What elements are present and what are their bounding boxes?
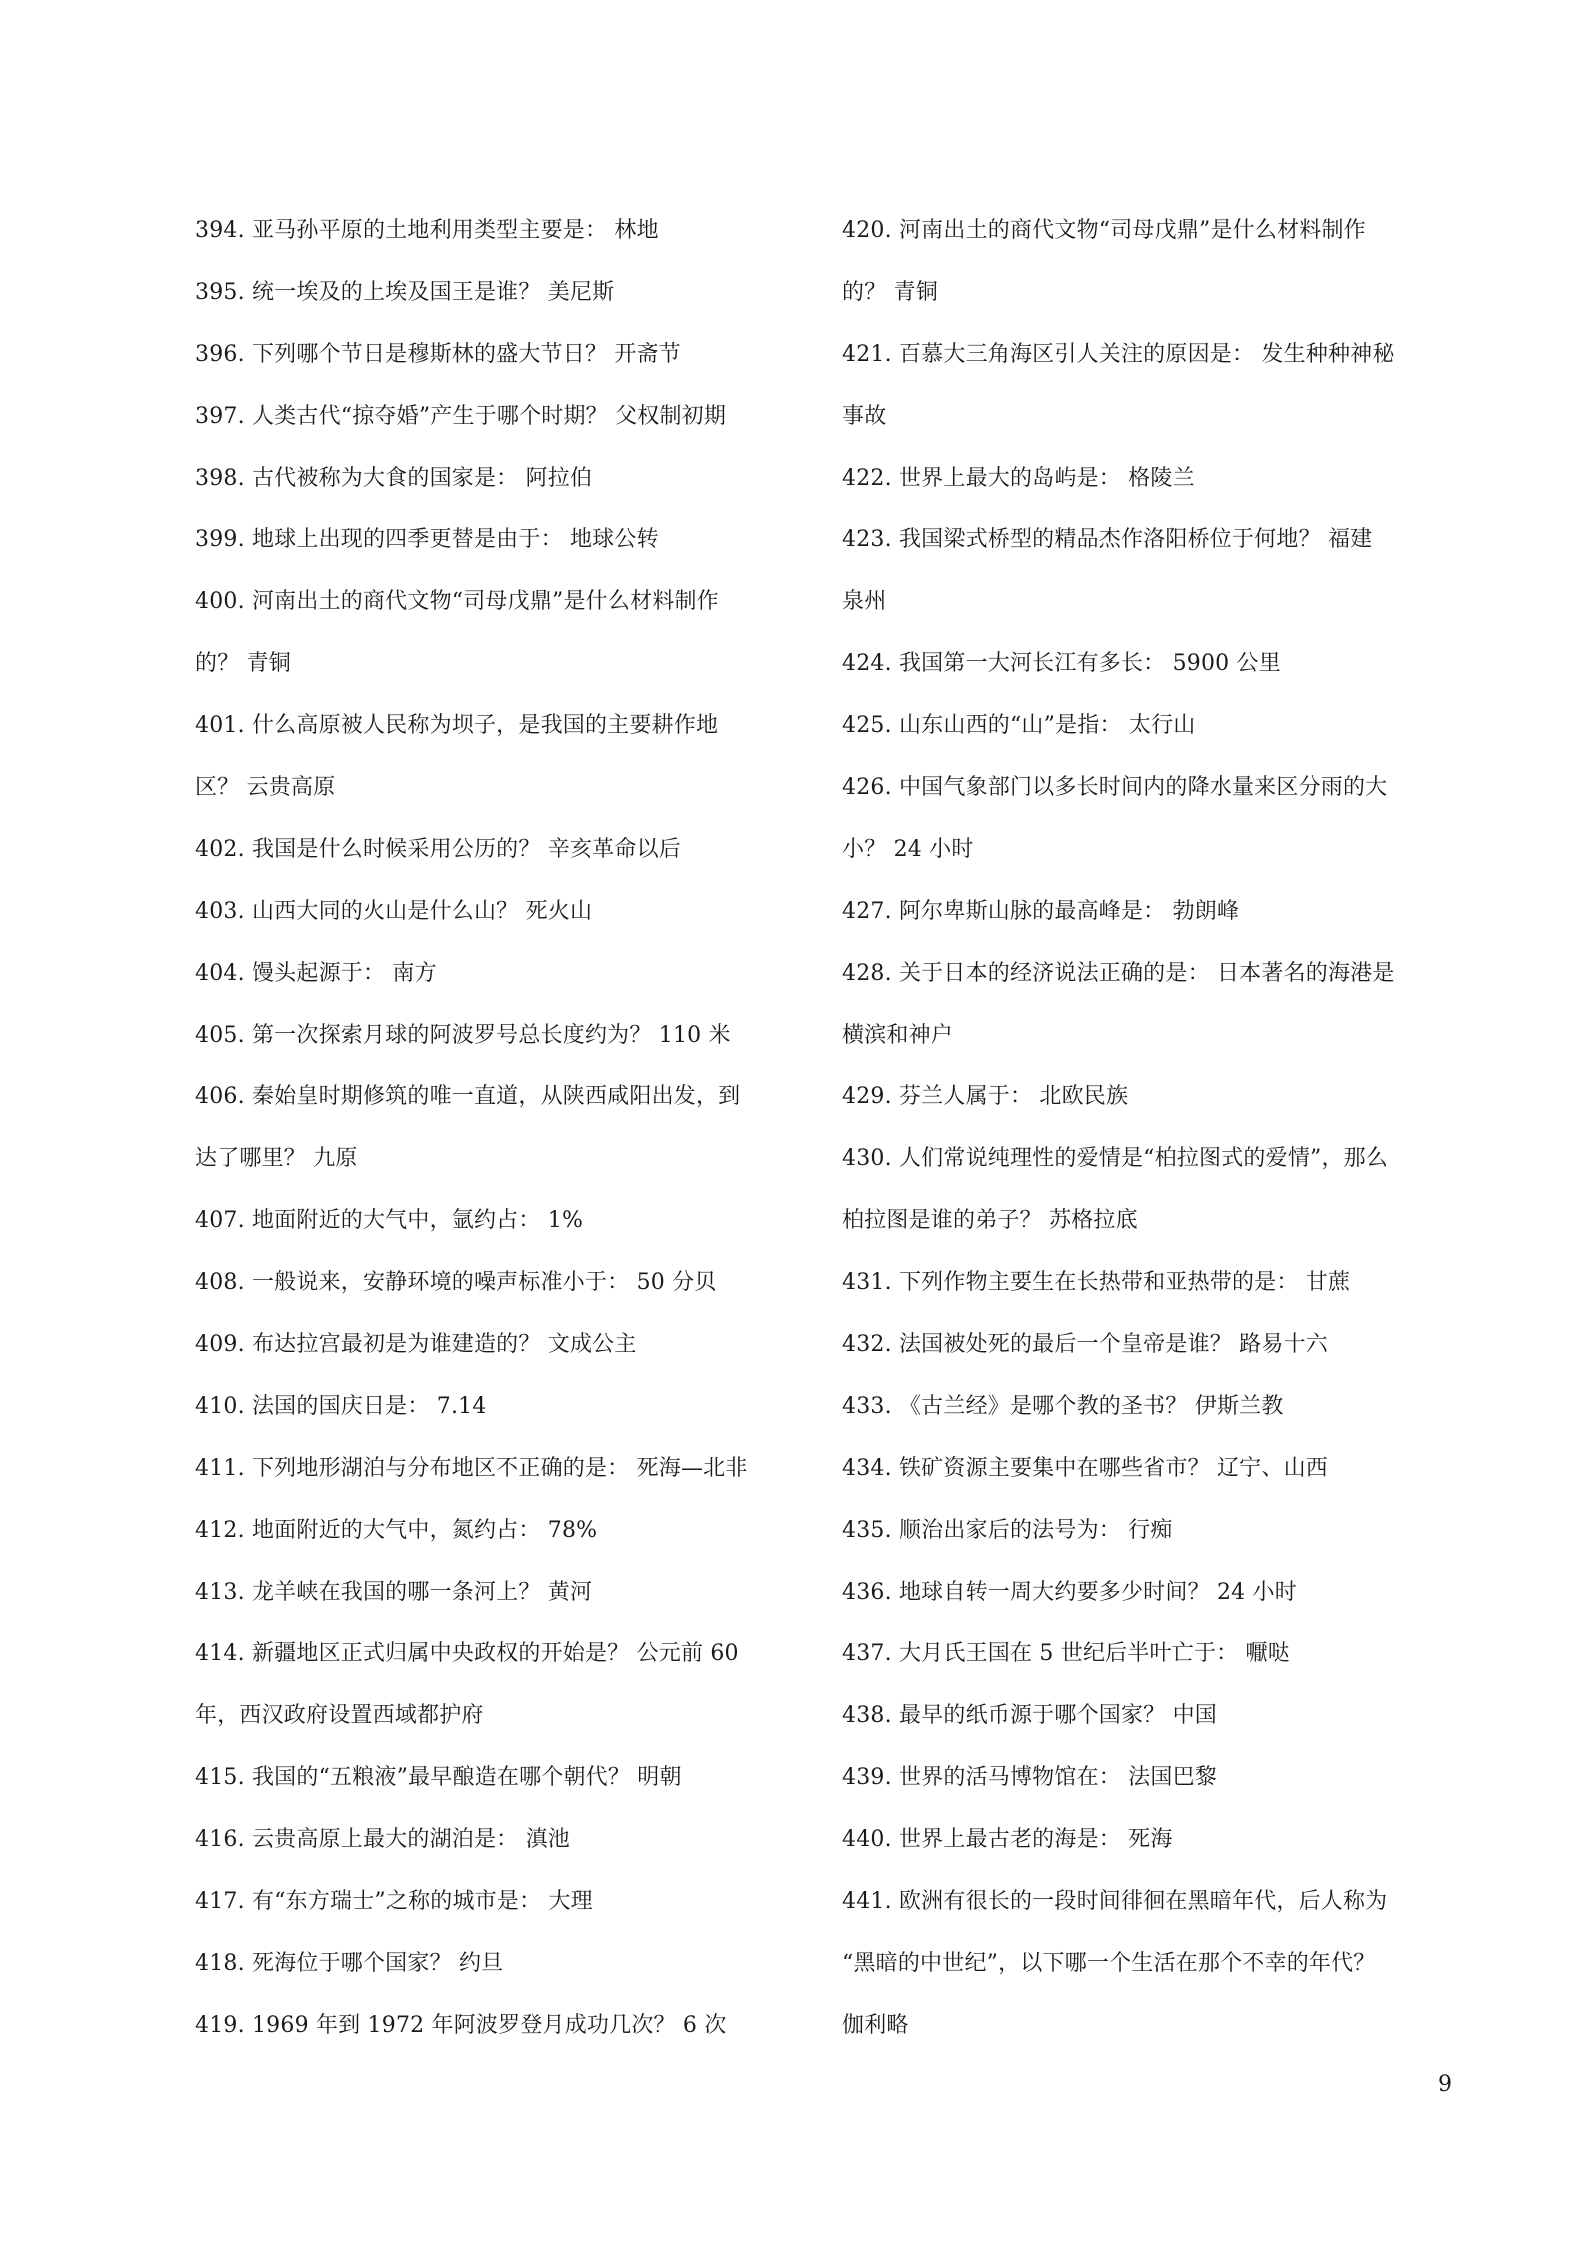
text-line: 437. 大月氏王国在 5 世纪后半叶亡于： 嚈哒 [842, 1641, 1290, 1667]
text-line: 410. 法国的国庆日是： 7.14 [195, 1393, 487, 1419]
left-column [195, 200, 795, 2057]
text-line: 428. 关于日本的经济说法正确的是： 日本著名的海港是 [842, 960, 1395, 986]
text-line: 横滨和神户 [842, 1022, 954, 1048]
text-line: 年，西汉政府设置西域都护府 [195, 1703, 484, 1729]
text-line: 394. 亚马孙平原的土地利用类型主要是： 林地 [195, 218, 659, 243]
text-line: 418. 死海位于哪个国家？ 约旦 [195, 1950, 504, 1976]
right-column [842, 200, 1442, 2057]
text-line: 429. 芬兰人属于： 北欧民族 [842, 1084, 1129, 1110]
text-line: 416. 云贵高原上最大的湖泊是： 滇池 [195, 1827, 570, 1853]
text-line: 412. 地面附近的大气中，氮约占： 78% [195, 1517, 598, 1543]
text-line: 的？ 青铜 [195, 651, 291, 677]
text-line: 403. 山西大同的火山是什么山？ 死火山 [195, 898, 593, 924]
text-line: 小？ 24 小时 [842, 836, 974, 862]
text-line: 434. 铁矿资源主要集中在哪些省市？ 辽宁、山西 [842, 1455, 1328, 1481]
text-line: 431. 下列作物主要生在长热带和亚热带的是： 甘蔗 [842, 1270, 1351, 1296]
text-line: 430. 人们常说纯理性的爱情是“柏拉图式的爱情”，那么 [842, 1146, 1389, 1172]
text-line: 区？ 云贵高原 [195, 775, 336, 801]
text-line: 的？ 青铜 [842, 279, 938, 305]
text-line: 432. 法国被处死的最后一个皇帝是谁？ 路易十六 [842, 1332, 1328, 1358]
text-line: 伽利略 [842, 2012, 909, 2038]
text-line: 409. 布达拉宫最初是为谁建造的？ 文成公主 [195, 1332, 637, 1358]
text-line: 398. 古代被称为大食的国家是： 阿拉伯 [195, 465, 593, 491]
text-line: 柏拉图是谁的弟子？ 苏格拉底 [842, 1208, 1138, 1234]
text-line: 408. 一般说来，安静环境的噪声标准小于： 50 分贝 [195, 1270, 717, 1296]
text-line: 424. 我国第一大河长江有多长： 5900 公里 [842, 651, 1281, 677]
text-line: 427. 阿尔卑斯山脉的最高峰是： 勃朗峰 [842, 898, 1240, 924]
text-line: 433. 《古兰经》是哪个教的圣书？ 伊斯兰教 [842, 1393, 1284, 1419]
text-line: 422. 世界上最大的岛屿是： 格陵兰 [842, 465, 1195, 491]
text-line: 402. 我国是什么时候采用公历的？ 辛亥革命以后 [195, 836, 681, 862]
text-line: 事故 [842, 403, 887, 429]
text-line: 421. 百慕大三角海区引人关注的原因是： 发生种种神秘 [842, 341, 1395, 367]
text-line: 438. 最早的纸币源于哪个国家？ 中国 [842, 1703, 1217, 1729]
text-line: 达了哪里？ 九原 [195, 1146, 358, 1172]
text-line: 411. 下列地形湖泊与分布地区不正确的是： 死海—北非 [195, 1455, 748, 1481]
text-line: 419. 1969 年到 1972 年阿波罗登月成功几次？ 6 次 [195, 2012, 727, 2038]
text-line: 407. 地面附近的大气中，氩约占： 1% [195, 1208, 584, 1234]
text-line: 414. 新疆地区正式归属中央政权的开始是？ 公元前 60 [195, 1641, 739, 1667]
text-line: 415. 我国的“五粮液”最早酿造在哪个朝代？ 明朝 [195, 1765, 682, 1791]
text-line: “黑暗的中世纪”，以下哪一个生活在那个不幸的年代？ [842, 1950, 1376, 1976]
text-line: 400. 河南出土的商代文物“司母戊鼎”是什么材料制作 [195, 589, 719, 615]
text-line: 440. 世界上最古老的海是： 死海 [842, 1827, 1173, 1853]
text-line: 397. 人类古代“掠夺婚”产生于哪个时期？ 父权制初期 [195, 403, 727, 429]
text-line: 435. 顺治出家后的法号为： 行痴 [842, 1517, 1173, 1543]
text-line: 436. 地球自转一周大约要多少时间？ 24 小时 [842, 1579, 1297, 1605]
text-line: 441. 欧洲有很长的一段时间徘徊在黑暗年代，后人称为 [842, 1889, 1388, 1915]
text-line: 395. 统一埃及的上埃及国王是谁？ 美尼斯 [195, 279, 615, 305]
text-line: 420. 河南出土的商代文物“司母戊鼎”是什么材料制作 [842, 218, 1366, 243]
text-line: 423. 我国梁式桥型的精品杰作洛阳桥位于何地？ 福建 [842, 527, 1373, 553]
text-line: 405. 第一次探索月球的阿波罗号总长度约为？ 110 米 [195, 1022, 731, 1048]
text-line: 413. 龙羊峡在我国的哪一条河上？ 黄河 [195, 1579, 593, 1605]
text-line: 425. 山东山西的“山”是指： 太行山 [842, 713, 1196, 739]
text-line: 426. 中国气象部门以多长时间内的降水量来区分雨的大 [842, 775, 1388, 801]
text-line: 406. 秦始皇时期修筑的唯一直道，从陕西咸阳出发，到 [195, 1084, 741, 1110]
text-line: 417. 有“东方瑞士”之称的城市是： 大理 [195, 1889, 593, 1915]
text-line: 399. 地球上出现的四季更替是由于： 地球公转 [195, 527, 659, 553]
text-line: 404. 馒头起源于： 南方 [195, 960, 437, 986]
page-number: 9 [1438, 2072, 1452, 2097]
text-line: 396. 下列哪个节日是穆斯林的盛大节日？ 开斋节 [195, 341, 681, 367]
text-line: 401. 什么高原被人民称为坝子，是我国的主要耕作地 [195, 713, 719, 739]
text-line: 439. 世界的活马博物馆在： 法国巴黎 [842, 1765, 1217, 1791]
text-line: 泉州 [842, 589, 887, 615]
